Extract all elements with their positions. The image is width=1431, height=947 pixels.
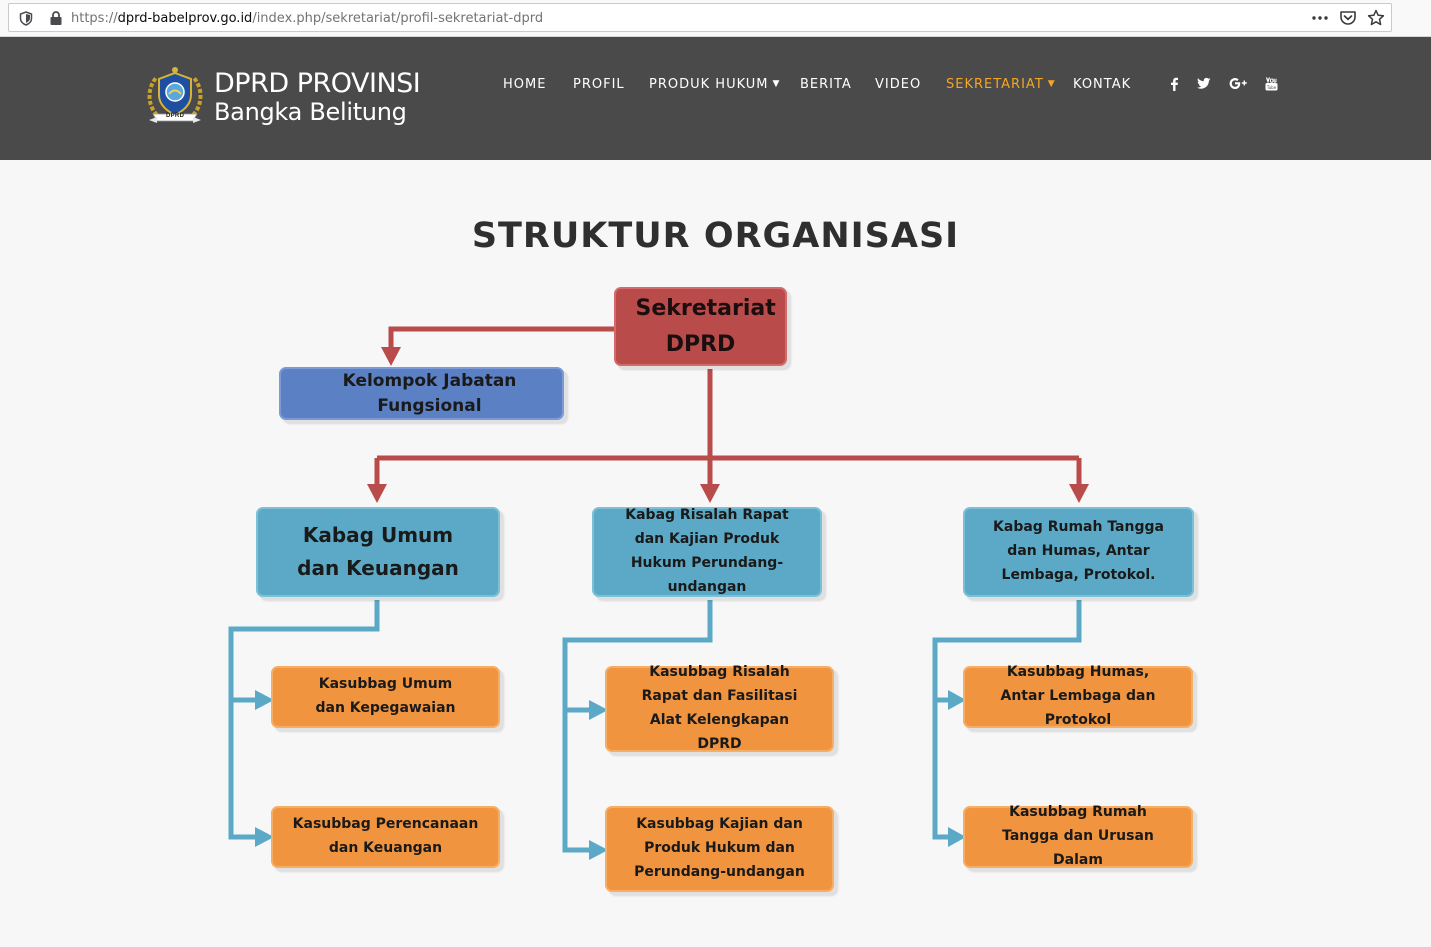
logo-badge-text: DPRD — [166, 113, 185, 119]
nav-produk-hukum-label: PRODUK HUKUM — [649, 77, 769, 92]
org-box-label: Kelompok Jabatan Fungsional — [342, 370, 517, 416]
org-box-subsection-1-1 — [271, 666, 500, 728]
url-domain: dprd-babelprov.go.id — [117, 11, 253, 26]
org-box-subsection-2-2 — [605, 806, 834, 892]
logo-title[interactable]: DPRD PROVINSI — [214, 68, 421, 99]
org-box-label: Kasubbag Umum dan Kepegawaian — [315, 676, 456, 716]
org-box-division-2 — [592, 507, 822, 597]
org-box-label: Kasubbag Kajian dan Produk Hukum dan Perundang-undangan — [634, 816, 805, 880]
connector-root-to-staff — [391, 329, 614, 350]
org-box-label: Kabag Risalah Rapat dan Kajian Produk Hukum Perundang-undangan — [625, 507, 789, 595]
org-box-label: Kabag Rumah Tangga dan Humas, Antar Lembaga, Protokol. — [993, 519, 1164, 583]
arrowhead — [700, 484, 720, 503]
org-box-subsection-1-2 — [271, 806, 500, 868]
nav-berita-label: BERITA — [800, 77, 852, 92]
arrowhead — [1069, 484, 1089, 503]
arrowhead — [367, 484, 387, 503]
nav-video-label: VIDEO — [875, 77, 922, 92]
org-box-label: Sekretariat DPRD — [635, 296, 776, 357]
org-box-subsection-3-1 — [963, 666, 1193, 728]
nav-home-label: HOME — [503, 77, 547, 92]
chevron-down-icon: ▼ — [772, 79, 781, 89]
svg-text:Tube: Tube — [1266, 85, 1277, 90]
org-box-subsection-2-1 — [605, 666, 834, 752]
org-box-label: Kasubbag Humas, Antar Lembaga dan Protokol — [1000, 664, 1156, 728]
nav-kontak-label: KONTAK — [1073, 77, 1132, 92]
org-box-label: Kasubbag Risalah Rapat dan Fasilitasi Alat Kelengkapan DPRD — [641, 664, 798, 752]
url-prefix: https:// — [71, 11, 118, 26]
org-box-division-1 — [256, 507, 500, 597]
org-box-subsection-3-2 — [963, 806, 1193, 868]
org-box-label: Kasubbag Rumah Tangga dan Urusan Dalam — [1002, 804, 1154, 868]
org-box-jabatan-fungsional — [279, 367, 564, 420]
org-box-division-3 — [963, 507, 1194, 597]
nav-sekretariat-label: SEKRETARIAT — [946, 77, 1044, 92]
nav-profil-label: PROFIL — [573, 77, 625, 92]
org-box-sekretariat-dprd — [614, 287, 787, 366]
org-box-label: Kabag Umum dan Keuangan — [297, 523, 459, 580]
url-path: /index.php/sekretariat/profil-sekretariat-dprd — [252, 11, 544, 26]
arrowhead — [381, 347, 401, 366]
chevron-down-icon: ▼ — [1047, 79, 1056, 89]
org-box-label: Kasubbag Perencanaan dan Keuangan — [292, 816, 479, 856]
logo-subtitle[interactable]: Bangka Belitung — [214, 98, 407, 126]
page-title: STRUKTUR ORGANISASI — [471, 216, 960, 256]
